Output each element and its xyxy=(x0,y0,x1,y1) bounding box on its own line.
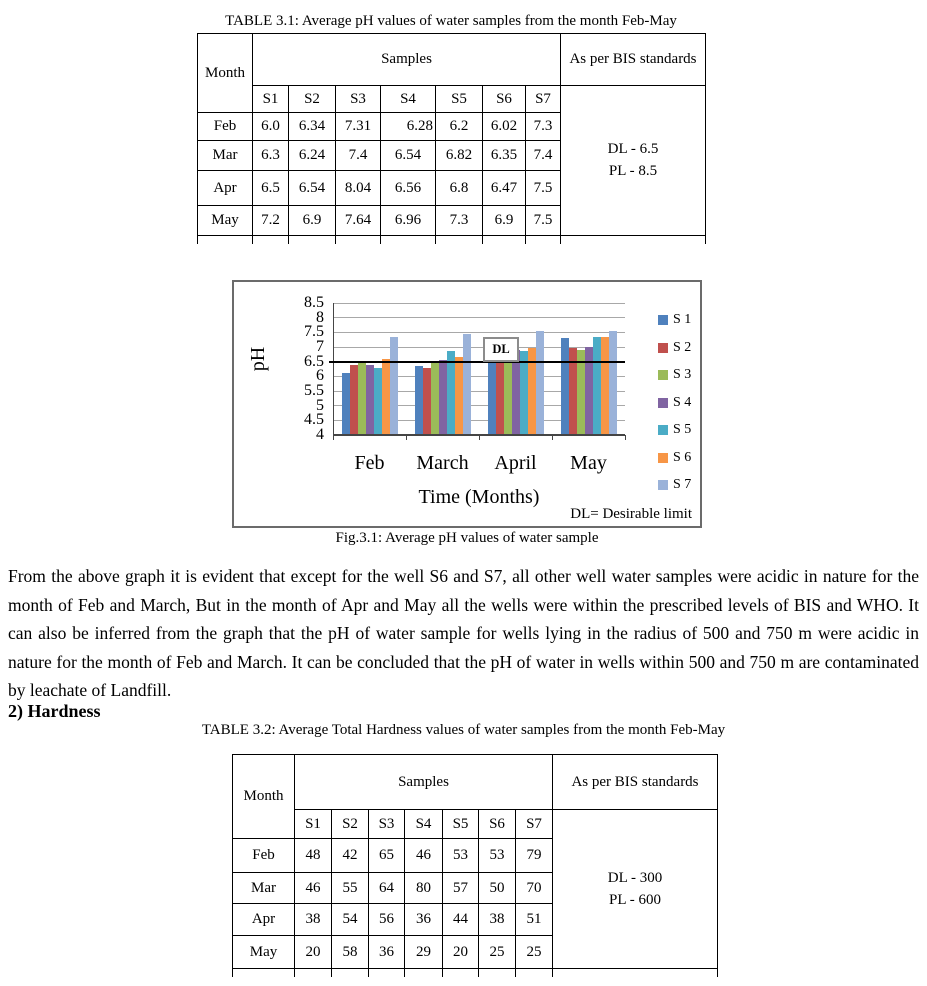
table-cell: 29 xyxy=(405,936,443,969)
legend-label: S 6 xyxy=(673,449,692,465)
legend-swatch xyxy=(658,398,668,408)
table-cell: 53 xyxy=(479,839,516,873)
sample-id-header: S2 xyxy=(289,86,336,113)
table-cell: 36 xyxy=(369,936,405,969)
bar-s7 xyxy=(609,331,617,435)
table-cell: 6.24 xyxy=(289,141,336,171)
legend-label: S 1 xyxy=(673,312,692,327)
row-header-month: May xyxy=(198,206,253,236)
column-header-bis: As per BIS standards xyxy=(553,755,718,810)
bis-standards-cell xyxy=(553,810,718,969)
table-cell: 58 xyxy=(332,936,369,969)
y-tick-label: 6 xyxy=(316,367,324,385)
y-tick-label: 7.5 xyxy=(304,323,324,341)
table-cell: 6.5 xyxy=(253,171,289,206)
hardness-table xyxy=(232,754,718,977)
bis-desirable-limit: DL - 6.5 xyxy=(607,141,659,157)
table-cell: 44 xyxy=(443,904,479,936)
ph-table xyxy=(197,33,706,244)
y-axis-line xyxy=(333,303,334,435)
sample-id-header: S3 xyxy=(369,810,405,839)
table-cell: 7.5 xyxy=(526,171,561,206)
table-cell: 7.3 xyxy=(526,113,561,141)
table-cell: 6.0 xyxy=(253,113,289,141)
table-cell: 6.28 xyxy=(381,113,436,141)
bar-s4 xyxy=(512,350,520,435)
table-cell: 38 xyxy=(295,904,332,936)
y-tick-label: 8 xyxy=(316,308,324,326)
bar-s3 xyxy=(358,363,366,435)
table-cell: 6.56 xyxy=(381,171,436,206)
y-axis-title: pH xyxy=(247,346,269,372)
table-cell: 6.8 xyxy=(436,171,483,206)
table-cell: 6.02 xyxy=(483,113,526,141)
column-header-bis: As per BIS standards xyxy=(561,34,706,86)
table-cell: 7.2 xyxy=(253,206,289,236)
table-cell: 6.54 xyxy=(381,141,436,171)
body-paragraph: From the above graph it is evident that except for the well S6 and S7, all other well water samples were acidic in nature for the month of Feb and March, But in the month of Apr and May all the wells were within the prescribed levels of BIS and WHO. It can also be inferred from the graph that the pH of water sample for wells lying in the radius of 500 and 750 m were acidic in nature for the month of Feb and March. It can be concluded that the pH of water in wells within 500 and 750 m are contaminated by leachate of Landfill. xyxy=(8,566,919,700)
row-header-month: Apr xyxy=(198,171,253,206)
bar-s1 xyxy=(488,350,496,435)
x-axis-label: May xyxy=(570,452,607,474)
table-cell: 6.2 xyxy=(436,113,483,141)
dl-annotation: DL xyxy=(483,337,519,362)
table-cell: 46 xyxy=(295,873,332,904)
bar-s5 xyxy=(374,368,382,435)
desirable-limit-line xyxy=(329,361,625,363)
bar-s2 xyxy=(496,350,504,435)
table-cell: 48 xyxy=(295,839,332,873)
x-axis-label: April xyxy=(494,452,537,474)
row-header-month: Mar xyxy=(198,141,253,171)
table-cell: 6.54 xyxy=(289,171,336,206)
table-cell: 6.35 xyxy=(483,141,526,171)
table-cell: 57 xyxy=(443,873,479,904)
table-cell: 80 xyxy=(405,873,443,904)
table-cell: 7.4 xyxy=(526,141,561,171)
bar-s6 xyxy=(601,337,609,435)
table-cell: 79 xyxy=(516,839,553,873)
gridline xyxy=(333,303,625,304)
section-heading: 2) Hardness xyxy=(8,701,101,721)
sample-id-header: S6 xyxy=(479,810,516,839)
table-cell: 7.4 xyxy=(336,141,381,171)
bar-s4 xyxy=(439,360,447,435)
row-header-month: Apr xyxy=(233,904,295,936)
table-edge-stub xyxy=(233,969,718,977)
y-tick-label: 8.5 xyxy=(304,294,324,311)
bar-s6 xyxy=(382,359,390,435)
legend-label: S 2 xyxy=(673,339,692,355)
table-cell: 7.3 xyxy=(436,206,483,236)
sample-id-header: S1 xyxy=(295,810,332,839)
x-axis-line xyxy=(333,434,625,436)
bar-s1 xyxy=(415,366,423,435)
table-cell: 51 xyxy=(516,904,553,936)
sample-id-header: S5 xyxy=(443,810,479,839)
table-cell: 50 xyxy=(479,873,516,904)
table-cell: 64 xyxy=(369,873,405,904)
gridline xyxy=(333,332,625,333)
legend-swatch xyxy=(658,453,668,463)
y-tick-label: 5 xyxy=(316,396,324,414)
legend-label: S 3 xyxy=(673,367,692,382)
bar-s7 xyxy=(463,334,471,435)
sample-id-header: S7 xyxy=(526,86,561,113)
legend-label: S 7 xyxy=(673,477,692,492)
sample-id-header: S4 xyxy=(405,810,443,839)
bar-s3 xyxy=(504,350,512,435)
legend-swatch xyxy=(658,343,668,353)
y-tick-label: 4 xyxy=(316,426,324,443)
sample-id-header: S6 xyxy=(483,86,526,113)
table32-title: TABLE 3.2: Average Total Hardness values of water samples from the month Feb-May xyxy=(201,722,726,738)
bis-permissible-limit: PL - 8.5 xyxy=(608,163,658,179)
table-cell: 46 xyxy=(405,839,443,873)
bar-s3 xyxy=(431,362,439,435)
legend-label: S 5 xyxy=(673,422,692,437)
table-cell: 6.96 xyxy=(381,206,436,236)
gridline xyxy=(333,347,625,348)
table-cell: 54 xyxy=(332,904,369,936)
chart xyxy=(232,280,702,528)
bar-s7 xyxy=(536,331,544,435)
table-cell: 70 xyxy=(516,873,553,904)
sample-id-header: S3 xyxy=(336,86,381,113)
table-cell: 6.82 xyxy=(436,141,483,171)
row-header-month: Mar xyxy=(233,873,295,904)
y-tick-label: 7 xyxy=(316,338,324,355)
legend-label: S 4 xyxy=(673,394,692,410)
table-cell: 6.34 xyxy=(289,113,336,141)
table-cell: 56 xyxy=(369,904,405,936)
column-header-month: Month xyxy=(198,34,253,113)
legend-swatch xyxy=(658,480,668,490)
table-cell: 25 xyxy=(516,936,553,969)
bar-s7 xyxy=(390,337,398,435)
table-cell: 55 xyxy=(332,873,369,904)
column-header-samples: Samples xyxy=(253,34,561,86)
bis-desirable-limit: DL - 300 xyxy=(607,869,663,886)
bar-s1 xyxy=(561,338,569,435)
column-header-samples: Samples xyxy=(295,755,553,810)
table31-title: TABLE 3.1: Average pH values of water samples from the month Feb-May xyxy=(225,13,677,29)
x-axis-title: Time (Months) xyxy=(418,486,540,508)
sample-id-header: S4 xyxy=(381,86,436,113)
legend-swatch xyxy=(658,370,668,380)
y-tick-label: 6.5 xyxy=(304,352,324,370)
bar-s2 xyxy=(350,365,358,435)
table-cell: 20 xyxy=(295,936,332,969)
table-cell: 38 xyxy=(479,904,516,936)
column-header-month: Month xyxy=(233,755,295,839)
sample-id-header: S2 xyxy=(332,810,369,839)
table-cell: 8.04 xyxy=(336,171,381,206)
table-cell: 7.5 xyxy=(526,206,561,236)
y-tick-label: 5.5 xyxy=(304,382,324,399)
figure-caption: Fig.3.1: Average pH values of water sample xyxy=(335,530,599,546)
legend-swatch xyxy=(658,425,668,435)
table-cell: 42 xyxy=(332,839,369,873)
table-cell: 6.9 xyxy=(483,206,526,236)
bar-s6 xyxy=(455,357,463,435)
gridline xyxy=(333,317,625,318)
legend-swatch xyxy=(658,315,668,325)
row-header-month: May xyxy=(233,936,295,969)
bar-s2 xyxy=(423,368,431,435)
bar-s4 xyxy=(366,365,374,435)
bar-s5 xyxy=(593,337,601,435)
x-axis-label: Feb xyxy=(354,452,385,474)
table-cell: 6.3 xyxy=(253,141,289,171)
table-edge-stub xyxy=(198,236,706,244)
chart-note: DL= Desirable limit xyxy=(570,506,692,522)
table-cell: 7.64 xyxy=(336,206,381,236)
y-tick-label: 4.5 xyxy=(304,411,324,429)
bar-s5 xyxy=(447,351,455,435)
row-header-month: Feb xyxy=(198,113,253,141)
sample-id-header: S5 xyxy=(436,86,483,113)
sample-id-header: S1 xyxy=(253,86,289,113)
table-cell: 25 xyxy=(479,936,516,969)
row-header-month: Feb xyxy=(233,839,295,873)
table-cell: 6.9 xyxy=(289,206,336,236)
sample-id-header: S7 xyxy=(516,810,553,839)
x-axis-tick xyxy=(625,435,626,440)
x-axis-label: March xyxy=(416,452,469,474)
bar-s5 xyxy=(520,351,528,435)
table-cell: 36 xyxy=(405,904,443,936)
bis-standards-cell xyxy=(561,86,706,236)
bar-s1 xyxy=(342,373,350,435)
table-cell: 53 xyxy=(443,839,479,873)
bis-permissible-limit: PL - 600 xyxy=(609,891,661,908)
table-cell: 20 xyxy=(443,936,479,969)
table-cell: 7.31 xyxy=(336,113,381,141)
table-cell: 6.47 xyxy=(483,171,526,206)
bar-s3 xyxy=(577,350,585,435)
table-cell: 65 xyxy=(369,839,405,873)
